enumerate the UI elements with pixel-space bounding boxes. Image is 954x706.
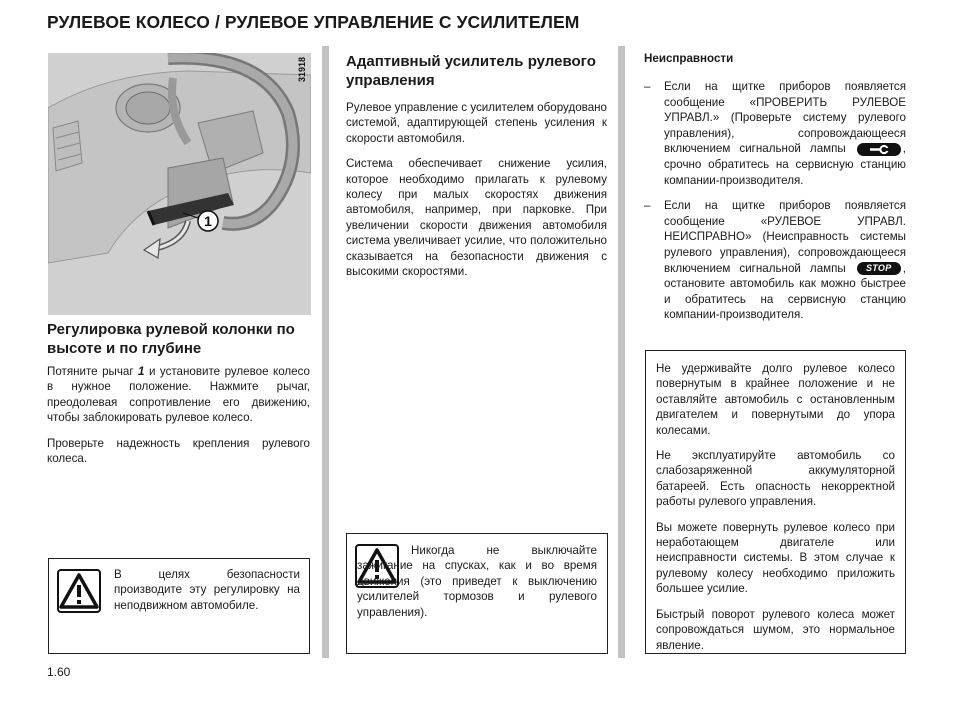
column-adjust-heading: Регулировка рулевой колонки по высоте и по глубине xyxy=(47,321,295,357)
figure-number: 31918 xyxy=(297,57,307,83)
stop-warning-lamp-icon: STOP xyxy=(857,262,901,275)
column-3 xyxy=(644,52,906,333)
column-2 xyxy=(346,52,607,289)
adaptive-steering-paragraph-2: Система обеспечивает снижение усилия, которое необходимо прилагать к рулевому колесу при малых скоростях движения автомобиля, например, при парковке. При увеличении скорости движения автомобиля система увеличивает усилие, что положительно сказывается на безопасности движения с высокими скоростями. xyxy=(346,157,607,279)
notice-paragraph-1: Не удерживайте долго рулевое колесо повернутым в крайнее положение и не оставляйте автомобиль с остановленным двигателем и повернутыми до упора колесами. xyxy=(656,362,895,437)
column-divider-left xyxy=(322,46,329,658)
column-1 xyxy=(47,320,310,476)
fault-item-2: – Если на щитке приборов появляется сообщение «РУЛЕВОЕ УПРАВЛ. НЕИСПРАВНО» (Неисправность системы рулевого управления), сопровождающееся включением сигнальной лампы STOP , остановите автомобиль как можно быстрее и обратитесь на сервисную станцию компании-производителя. xyxy=(644,199,906,322)
notice-paragraph-2: Не эксплуатируйте автомобиль со слабозаряженной аккумуляторной батареей. Есть опасность некорректной работы рулевого управления. xyxy=(656,449,895,509)
notice-paragraph-4: Быстрый поворот рулевого колеса может сопровождаться шумом, это нормальное явление. xyxy=(656,607,895,652)
notice-paragraph-3: Вы можете повернуть рулевое колесо при неработающем двигателе или неисправности системы. В этом случае к рулевому колесу необходимо приложить большее усилие. xyxy=(656,520,895,596)
column-divider-right xyxy=(618,46,625,658)
notice-box-col3 xyxy=(645,350,906,654)
page-title: РУЛЕВОЕ КОЛЕСО / РУЛЕВОЕ УПРАВЛЕНИЕ С УСИЛИТЕЛЕМ xyxy=(47,12,580,32)
fault-item-1: – Если на щитке приборов появляется сообщение «ПРОВЕРИТЬ РУЛЕВОЕ УПРАВЛ.» (Проверьте систему рулевого управления), сопровождающееся включением сигнальной лампы , срочно обратитесь на сервисную станцию компании-производителя. xyxy=(644,80,906,187)
adaptive-steering-paragraph-1: Рулевое управление с усилителем оборудовано системой, адаптирующей степень усиления к скорости автомобиля. xyxy=(346,101,607,145)
callout-label: 1 xyxy=(204,213,212,229)
warning-text-col2: Никогда не выключайте зажигание на спусках, как и во время движения (это приведет к выключению усилителей тормозов и рулевого управления). xyxy=(357,544,597,619)
wrench-warning-lamp-icon xyxy=(857,143,901,156)
steering-column-figure xyxy=(48,53,311,315)
lever-reference: 1 xyxy=(138,365,145,378)
page-number: 1.60 xyxy=(47,665,71,679)
adaptive-steering-heading: Адаптивный усилитель рулевого управления xyxy=(346,53,596,89)
column-adjust-paragraph-2: Проверьте надежность крепления рулевого колеса. xyxy=(47,436,310,466)
warning-triangle-icon xyxy=(57,569,101,613)
warning-box-col1 xyxy=(48,558,310,654)
faults-heading: Неисправности xyxy=(644,52,734,65)
warning-box-col2 xyxy=(346,533,608,654)
warning-text-col1: В целях безопасности производите эту регулировку на неподвижном автомобиле. xyxy=(114,568,300,612)
column-adjust-paragraph-1: Потяните рычаг 1 и установите рулевое колесо в нужное положение. Нажмите рычаг, преодолевая сопротивление его движению, чтобы заблокировать рулевое колесо. xyxy=(47,365,311,425)
steering-illustration xyxy=(48,53,311,315)
